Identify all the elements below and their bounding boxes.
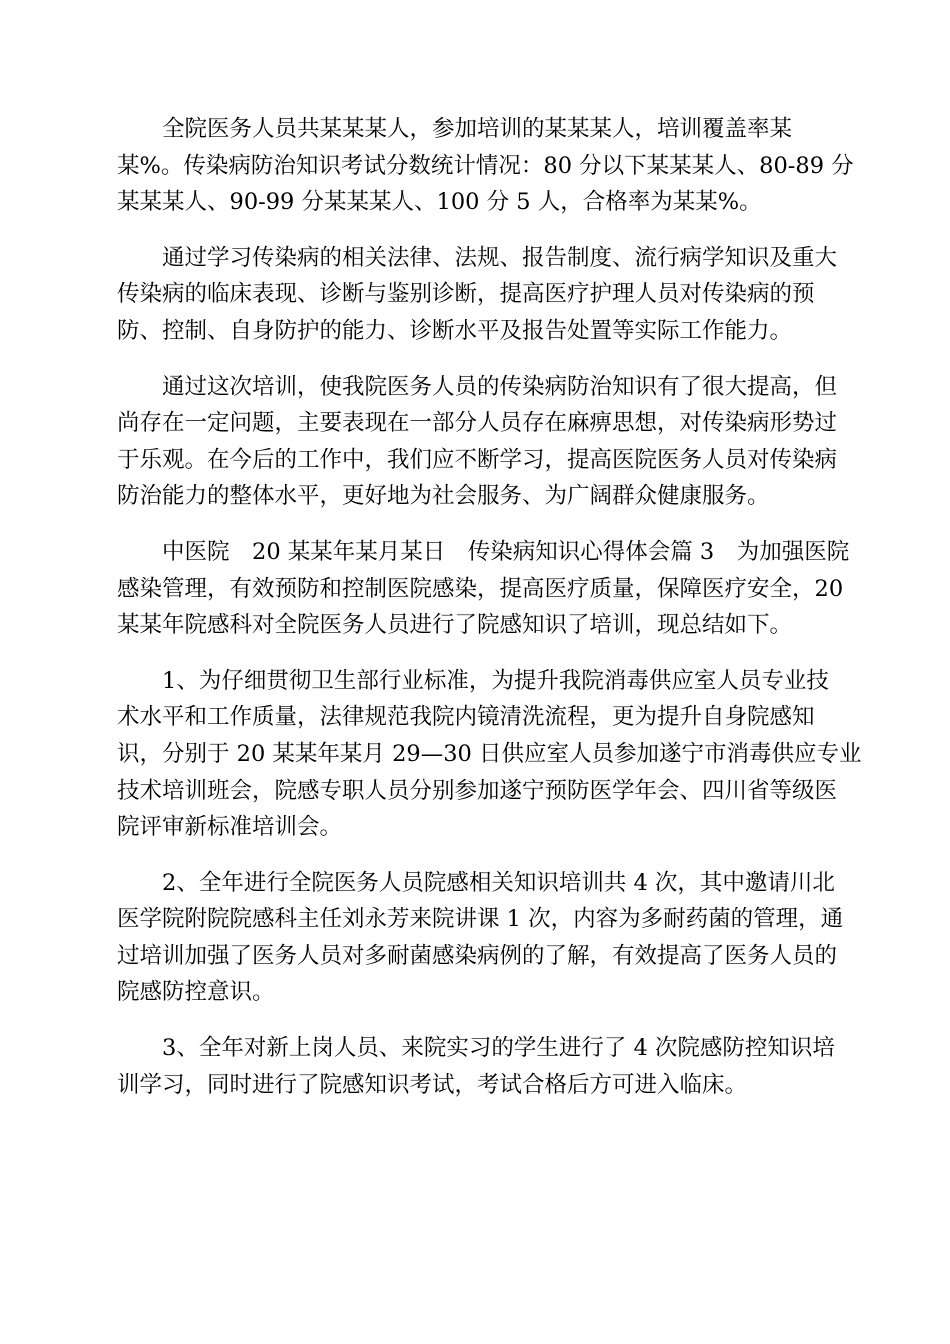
text-line: 中医院 20 某某年某月某日 传染病知识心得体会篇 3 为加强医院 [162, 538, 850, 565]
text-line: 技术培训班会，院感专职人员分别参加遂宁预防医学年会、四川省等级医 [117, 777, 838, 804]
text-line: 全院医务人员共某某某人，参加培训的某某某人，培训覆盖率某 [162, 116, 793, 142]
paragraph-item-2 [117, 865, 844, 1011]
paragraph-item-1 [117, 663, 862, 846]
text-line: 尚存在一定问题，主要表现在一部分人员存在麻痹思想，对传染病形势过 [117, 410, 838, 437]
text-line: 1、为仔细贯彻卫生部行业标准，为提升我院消毒供应室人员专业技 [162, 667, 829, 694]
text-line: 通过学习传染病的相关法律、法规、报告制度、流行病学知识及重大 [162, 244, 838, 271]
text-line: 某某年院感科对全院医务人员进行了院感知识了培训，现总结如下。 [117, 612, 793, 639]
paragraph-training-outcome [117, 369, 837, 515]
text-line: 训学习，同时进行了院感知识考试，考试合格后方可进入临床。 [117, 1071, 748, 1098]
text-line: 传染病的临床表现、诊断与鉴别诊断，提高医疗护理人员对传染病的预 [117, 281, 815, 308]
text-line: 院感防控意识。 [117, 979, 275, 1006]
text-line: 3、全年对新上岗人员、来院实习的学生进行了 4 次院感防控知识培 [162, 1035, 835, 1062]
text-line: 防治能力的整体水平，更好地为社会服务、为广阔群众健康服务。 [117, 483, 770, 510]
text-line: 防、控制、自身防护的能力、诊断水平及报告处置等实际工作能力。 [117, 317, 793, 344]
paragraph-learning-content [117, 240, 837, 350]
document-body [117, 111, 862, 1122]
paragraph-item-3 [117, 1030, 837, 1103]
text-line: 2、全年进行全院医务人员院感相关知识培训共 4 次，其中邀请川北 [162, 869, 835, 896]
text-line: 识，分别于 20 某某年某月 29—30 日供应室人员参加遂宁市消毒供应专业 [117, 740, 862, 767]
text-line: 通过这次培训，使我院医务人员的传染病防治知识有了很大提高，但 [162, 373, 838, 400]
paragraph-section-three-intro [117, 534, 850, 644]
text-line: 于乐观。在今后的工作中，我们应不断学习，提高医院医务人员对传染病 [117, 446, 838, 473]
text-line: 过培训加强了医务人员对多耐菌感染病例的了解，有效提高了医务人员的 [117, 942, 838, 969]
text-line: 感染管理，有效预防和控制医院感染，提高医疗质量，保障医疗安全，20 [117, 575, 844, 602]
text-line: 院评审新标准培训会。 [117, 814, 343, 841]
text-line: 医学院附院院感科主任刘永芳来院讲课 1 次，内容为多耐药菌的管理，通 [117, 906, 844, 933]
paragraph-training-statistics [117, 111, 854, 221]
text-line: 某某某人、90-99 分某某某人、100 分 5 人，合格率为某某%。 [117, 189, 762, 216]
text-line: 术水平和工作质量，法律规范我院内镜清洗流程，更为提升自身院感知 [117, 704, 815, 731]
text-line: 某%。传染病防治知识考试分数统计情况：80 分以下某某某人、80-89 分 [117, 152, 854, 179]
